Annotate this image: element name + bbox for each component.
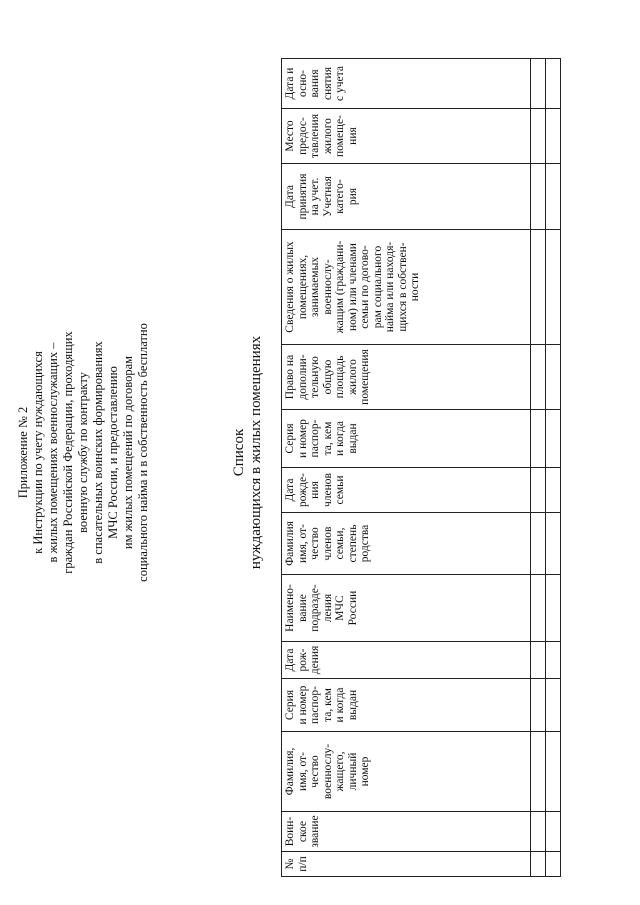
table-cell: [531, 164, 546, 230]
table-cell: [546, 164, 561, 230]
table-cell: [546, 812, 561, 852]
table-cell: [546, 468, 561, 513]
table-cell: [531, 642, 546, 679]
appendix-header: [16, 0, 151, 905]
table-row: [531, 59, 546, 877]
table-cell: [546, 109, 561, 164]
appendix-line: граждан Российской Федерации, проходящих: [61, 331, 75, 574]
appendix-line: в спасательных воинских формированиях: [91, 341, 105, 564]
appendix-line: в жилых помещениях военнослужащих –: [46, 342, 60, 563]
column-header-family-birth-dates: Дата рожде- ния членов семьи: [282, 468, 531, 513]
table-cell: [531, 230, 546, 345]
column-header-family-passports: Серия и номер паспор- та, кем и когда выдан: [282, 410, 531, 468]
table-cell: [531, 575, 546, 642]
table-cell: [531, 513, 546, 575]
column-header-full-name: Фамилия, имя, от- чество военнослу- жащего, личный номер: [282, 732, 531, 812]
column-header-housing-place: Место предос- тавления жилого помеще- ния: [282, 109, 531, 164]
table-cell: [546, 410, 561, 468]
column-header-birth-date: Дата рож- дения: [282, 642, 531, 679]
table-cell: [546, 732, 561, 812]
column-header-rank: Воин- ское звание: [282, 812, 531, 852]
table-cell: [531, 679, 546, 732]
table-row: [546, 59, 561, 877]
table-cell: [546, 345, 561, 410]
column-header-removal-date: Дата и осно- вания снятия с учета: [282, 59, 531, 109]
appendix-line: Приложение № 2: [16, 406, 30, 499]
column-header-housing-info: Сведения о жилых помещениях, занимаемых военнослу- жащим (граждани- ном) или членами семьи по догово- рам социального найма или находя- щихся в собствен- ности: [282, 230, 531, 345]
table-cell: [546, 852, 561, 877]
table-cell: [531, 410, 546, 468]
register-table: [281, 58, 561, 877]
column-header-extra-area-right: Право на дополни- тельную общую площадь жилого помещения: [282, 345, 531, 410]
appendix-line: к Инструкции по учету нуждающихся: [31, 351, 45, 554]
column-header-passport: Серия и номер паспор- та, кем и когда выдан: [282, 679, 531, 732]
table-cell: [546, 230, 561, 345]
table-cell: [531, 468, 546, 513]
table-cell: [546, 59, 561, 109]
appendix-line: военную службу по контракту: [76, 372, 90, 533]
column-header-registration-date: Дата принятия на учет. Учетная катего- рия: [282, 164, 531, 230]
table-cell: [531, 852, 546, 877]
table-cell: [531, 59, 546, 109]
table-cell: [531, 345, 546, 410]
table-cell: [531, 109, 546, 164]
table-cell: [546, 642, 561, 679]
column-header-number: № п/п: [282, 852, 531, 877]
heading-subtitle: нуждающихся в жилых помещениях: [248, 335, 264, 570]
column-header-family-members: Фамилия имя, от- чество членов семьи, степень родства: [282, 513, 531, 575]
table-header-row: [282, 59, 531, 877]
heading-title: Список: [231, 428, 247, 477]
table-cell: [546, 679, 561, 732]
table-cell: [546, 575, 561, 642]
table-cell: [531, 732, 546, 812]
table-cell: [546, 513, 561, 575]
appendix-line: МЧС России, и предоставлению: [106, 366, 120, 539]
document-heading: [231, 0, 265, 905]
appendix-line: им жилых помещений по договорам: [121, 355, 135, 550]
appendix-line: социального найма и в собственность бесплатно: [136, 323, 150, 582]
table-cell: [531, 812, 546, 852]
column-header-unit: Наимено- вание подразде- ления МЧС России: [282, 575, 531, 642]
